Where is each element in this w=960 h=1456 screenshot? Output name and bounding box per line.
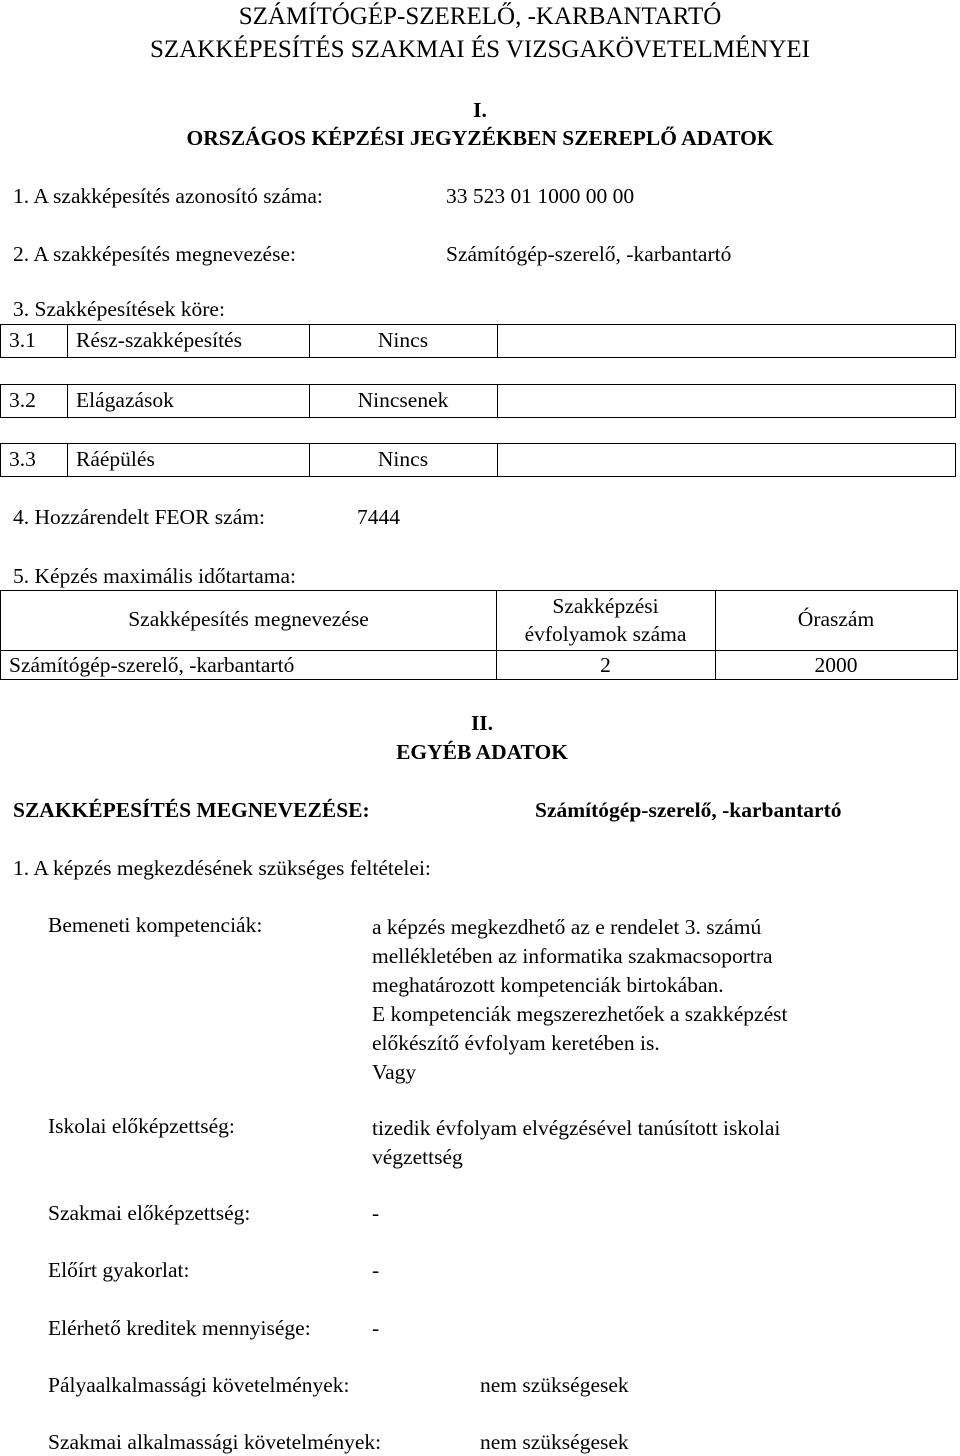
szakmai-value: - bbox=[372, 1201, 380, 1225]
row-3-2-num: 3.2 bbox=[9, 388, 36, 412]
row-3-1 bbox=[0, 324, 956, 358]
palya-value: nem szükségesek bbox=[480, 1373, 629, 1397]
item1-label: 1. A szakképesítés azonosító száma: bbox=[13, 184, 323, 208]
item3-label: 3. Szakképesítések köre: bbox=[13, 297, 225, 321]
row-3-3-value: Nincs bbox=[377, 447, 429, 471]
iskolai-line: végzettség bbox=[372, 1145, 463, 1169]
section1-title: ORSZÁGOS KÉPZÉSI JEGYZÉKBEN SZEREPLŐ ADATOK bbox=[186, 126, 774, 150]
kredit-label: Elérhető kreditek mennyisége: bbox=[48, 1316, 311, 1340]
row-3-2-label: Elágazások bbox=[76, 388, 174, 412]
row-3-1-num: 3.1 bbox=[9, 328, 36, 352]
item2-value: Számítógép-szerelő, -karbantartó bbox=[446, 242, 732, 266]
row-3-3-num: 3.3 bbox=[9, 447, 36, 471]
item1-value: 33 523 01 1000 00 00 bbox=[446, 184, 635, 208]
table-cell-years: 2 bbox=[600, 653, 611, 677]
bemeneti-line: a képzés megkezdhető az e rendelet 3. számú bbox=[372, 915, 762, 939]
palya-label: Pályaalkalmassági követelmények: bbox=[48, 1373, 350, 1397]
table-header-years-line2: évfolyamok száma bbox=[524, 622, 687, 646]
bemeneti-text bbox=[372, 913, 787, 1087]
section2-item1-label: 1. A képzés megkezdésének szükséges feltételei: bbox=[13, 856, 431, 880]
item5-label: 5. Képzés maximális időtartama: bbox=[13, 564, 296, 588]
row-3-2-value: Nincsenek bbox=[357, 388, 449, 412]
section2-title: EGYÉB ADATOK bbox=[396, 740, 568, 764]
document-title-line1: SZÁMÍTÓGÉP-SZERELŐ, -KARBANTARTÓ bbox=[238, 3, 722, 30]
eloirt-value: - bbox=[372, 1258, 380, 1282]
szakmai-label: Szakmai előképzettség: bbox=[48, 1201, 251, 1225]
item4-value: 7444 bbox=[357, 505, 400, 529]
table-cell-name: Számítógép-szerelő, -karbantartó bbox=[9, 653, 295, 677]
iskolai-label: Iskolai előképzettség: bbox=[48, 1114, 235, 1138]
bemeneti-line: Vagy bbox=[372, 1060, 417, 1084]
szakalk-value: nem szükségesek bbox=[480, 1430, 629, 1454]
eloirt-label: Előírt gyakorlat: bbox=[48, 1258, 190, 1282]
bemeneti-line: előkészítő évfolyam keretében is. bbox=[372, 1031, 660, 1055]
row-3-1-value: Nincs bbox=[377, 328, 429, 352]
table-header-hours: Óraszám bbox=[797, 607, 875, 631]
item4-label: 4. Hozzárendelt FEOR szám: bbox=[13, 505, 265, 529]
iskolai-line: tizedik évfolyam elvégzésével tanúsított iskolai bbox=[372, 1116, 781, 1140]
bemeneti-line: E kompetenciák megszerezhetőek a szakképzést bbox=[372, 1002, 788, 1026]
row-3-2 bbox=[0, 384, 956, 418]
document-title-line2: SZAKKÉPESÍTÉS SZAKMAI ÉS VIZSGAKÖVETELMÉNYEI bbox=[150, 36, 810, 63]
item2-label: 2. A szakképesítés megnevezése: bbox=[13, 242, 296, 266]
bemeneti-line: meghatározott kompetenciák birtokában. bbox=[372, 973, 724, 997]
szakalk-label: Szakmai alkalmassági követelmények: bbox=[48, 1430, 382, 1454]
row-3-1-label: Rész-szakképesítés bbox=[76, 328, 242, 352]
duration-table bbox=[0, 590, 958, 680]
kredit-value: - bbox=[372, 1316, 380, 1340]
section2-number: II. bbox=[470, 711, 494, 735]
table-header-years-line1: Szakképzési bbox=[552, 594, 659, 618]
table-cell-hours: 2000 bbox=[814, 653, 858, 677]
qualification-name-value: Számítógép-szerelő, -karbantartó bbox=[535, 798, 842, 822]
row-3-3 bbox=[0, 443, 956, 477]
table-header-name: Szakképesítés megnevezése bbox=[128, 607, 369, 631]
bemeneti-label: Bemeneti kompetenciák: bbox=[48, 913, 263, 937]
iskolai-text bbox=[372, 1114, 780, 1172]
qualification-name-label: SZAKKÉPESÍTÉS MEGNEVEZÉSE: bbox=[13, 798, 370, 822]
row-3-3-label: Ráépülés bbox=[76, 447, 155, 471]
section1-number: I. bbox=[473, 98, 487, 122]
bemeneti-line: mellékletében az informatika szakmacsoportra bbox=[372, 944, 773, 968]
